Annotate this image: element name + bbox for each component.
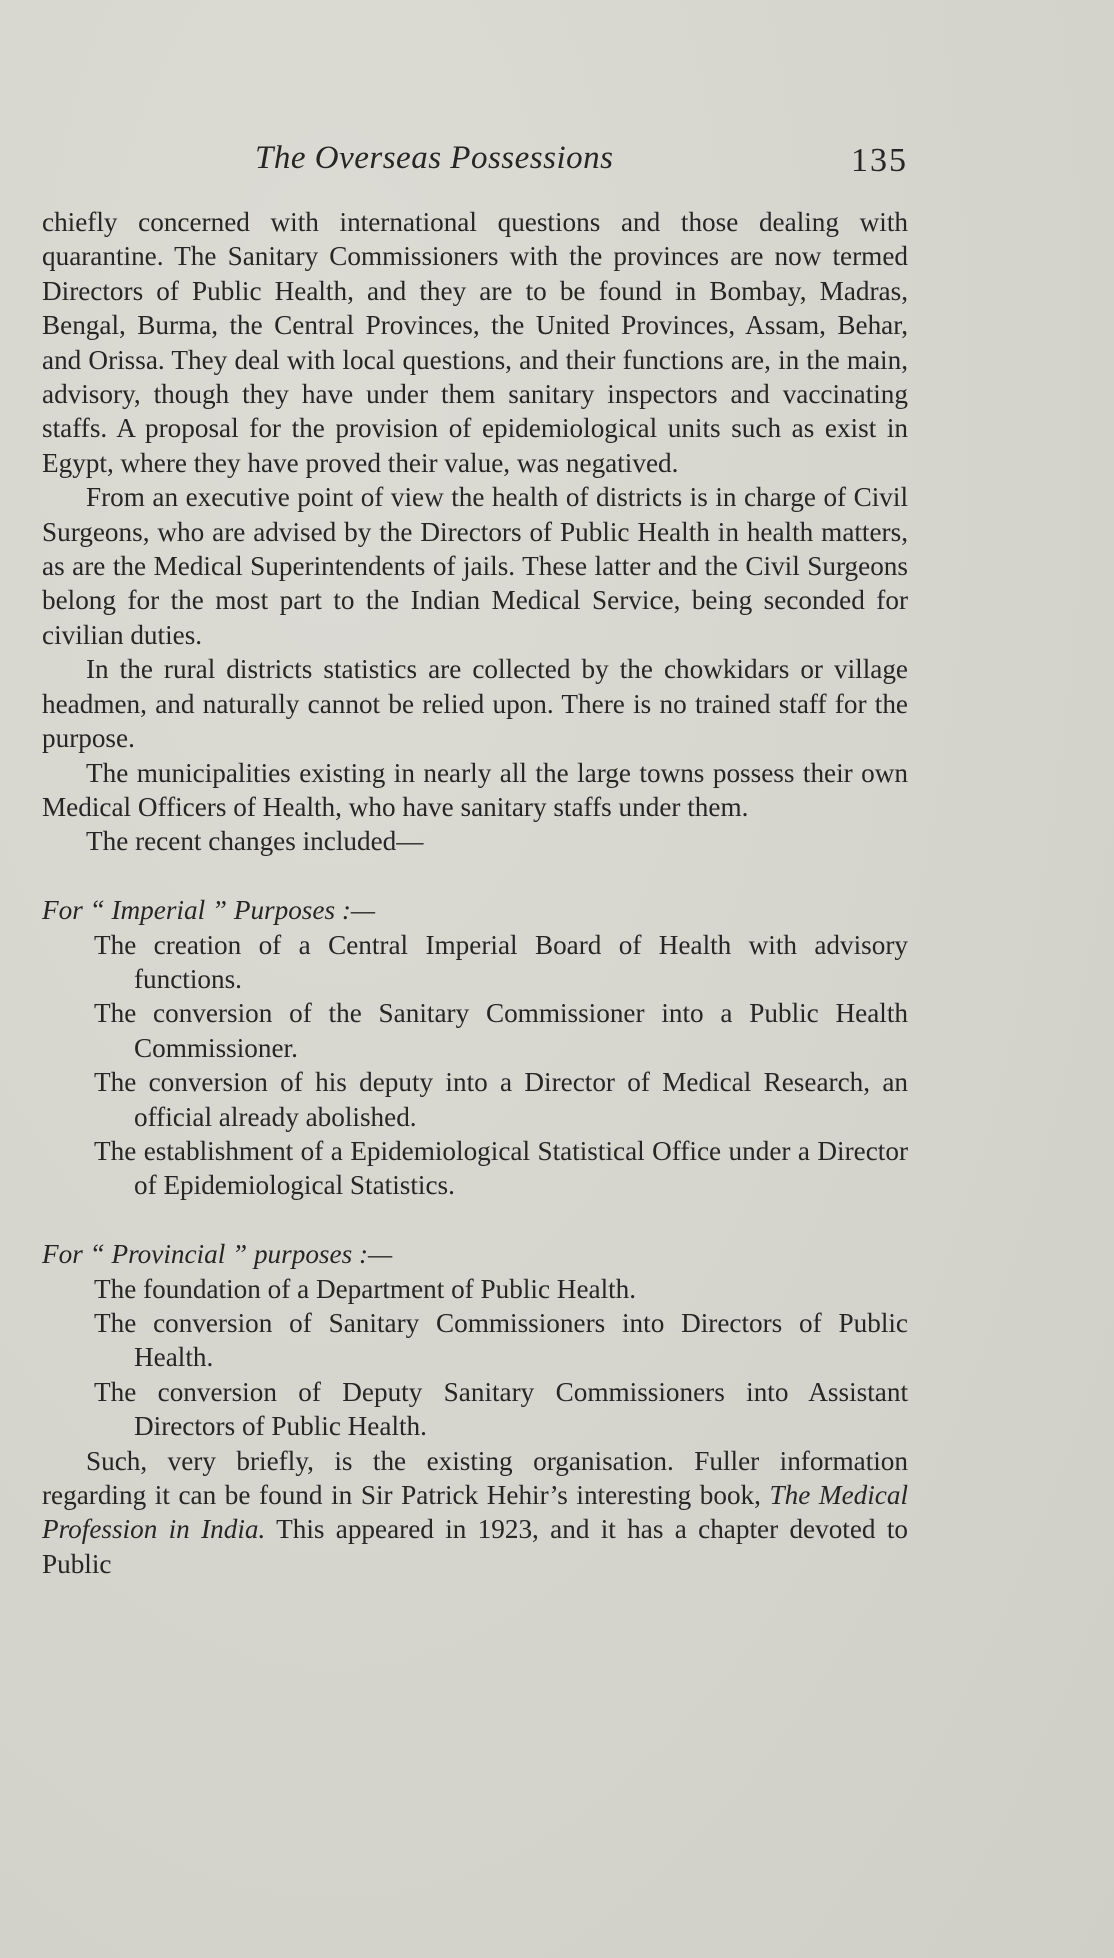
list-item: The conversion of Sanitary Commissioners into Directors of Public Health. — [94, 1307, 908, 1373]
list-item: The creation of a Central Imperial Board of Health with advisory functions. — [94, 929, 908, 994]
closing-text-end: This appeared in 1923, and it has a chapter devoted to Public — [42, 1514, 908, 1579]
imperial-purposes-list — [42, 928, 908, 1203]
running-head — [42, 140, 908, 184]
paragraph: The recent changes included— — [86, 826, 424, 857]
list-item: The establishment of a Epidemiological Statistical Office under a Director of Epidemiological Statistics. — [94, 1135, 908, 1201]
list-item: The conversion of Deputy Sanitary Commissioners into Assistant Directors of Public Health. — [94, 1376, 908, 1442]
page-number: 135 — [851, 142, 908, 179]
closing-paragraph — [42, 1444, 908, 1582]
imperial-purposes-section — [42, 893, 908, 1203]
paragraph: The municipalities existing in nearly all the large towns possess their own Medical Officers of Health, who have sanitary staffs under them. — [42, 757, 908, 822]
paragraph: From an executive point of view the health of districts is in charge of Civil Surgeons, who are advised by the Directors of Public Health in health matters, as are the Medical Superintendents of jails. These latter and the Civil Surgeons belong for the most part to the Indian Medical Service, being seconded for civilian duties. — [42, 482, 908, 650]
closing-text-start: Such, very briefly, is the existing organisation. Fuller information regarding it can be found in Sir Patrick Hehir’s interesting book, — [42, 1445, 908, 1510]
provincial-purposes-section — [42, 1237, 908, 1443]
section-heading: For “ Imperial ” Purposes :— — [42, 895, 376, 926]
running-title: The Overseas Possessions — [255, 140, 614, 176]
paragraph: chiefly concerned with international questions and those dealing with quarantine. The Sanitary Commissioners with the provinces are now termed Directors of Public Health, and they are to be found in Bombay, Madras, Bengal, Burma, the Central Provinces, the United Provinces, Assam, Behar, and Orissa. They deal with local questions, and their functions are, in the main, advisory, though they have under them sanitary inspectors and vaccinating staffs. A proposal for the provision of epidemiological units such as exist in Egypt, where they have proved their value, was negatived. — [42, 207, 908, 478]
section-heading: For “ Provincial ” purposes :— — [42, 1239, 393, 1270]
list-item: The conversion of the Sanitary Commissioner into a Public Health Commissioner. — [94, 998, 908, 1063]
paragraph: In the rural districts statistics are collected by the chowkidars or village headmen, and naturally cannot be relied upon. There is no trained staff for the purpose. — [42, 654, 908, 754]
list-item: The foundation of a Department of Public Health. — [94, 1273, 637, 1304]
book-title: The Medical Profession in India. — [42, 1480, 909, 1545]
body-text — [42, 205, 908, 1581]
provincial-purposes-list — [42, 1272, 908, 1444]
list-item: The conversion of his deputy into a Director of Medical Research, an official already abolished. — [94, 1067, 908, 1132]
